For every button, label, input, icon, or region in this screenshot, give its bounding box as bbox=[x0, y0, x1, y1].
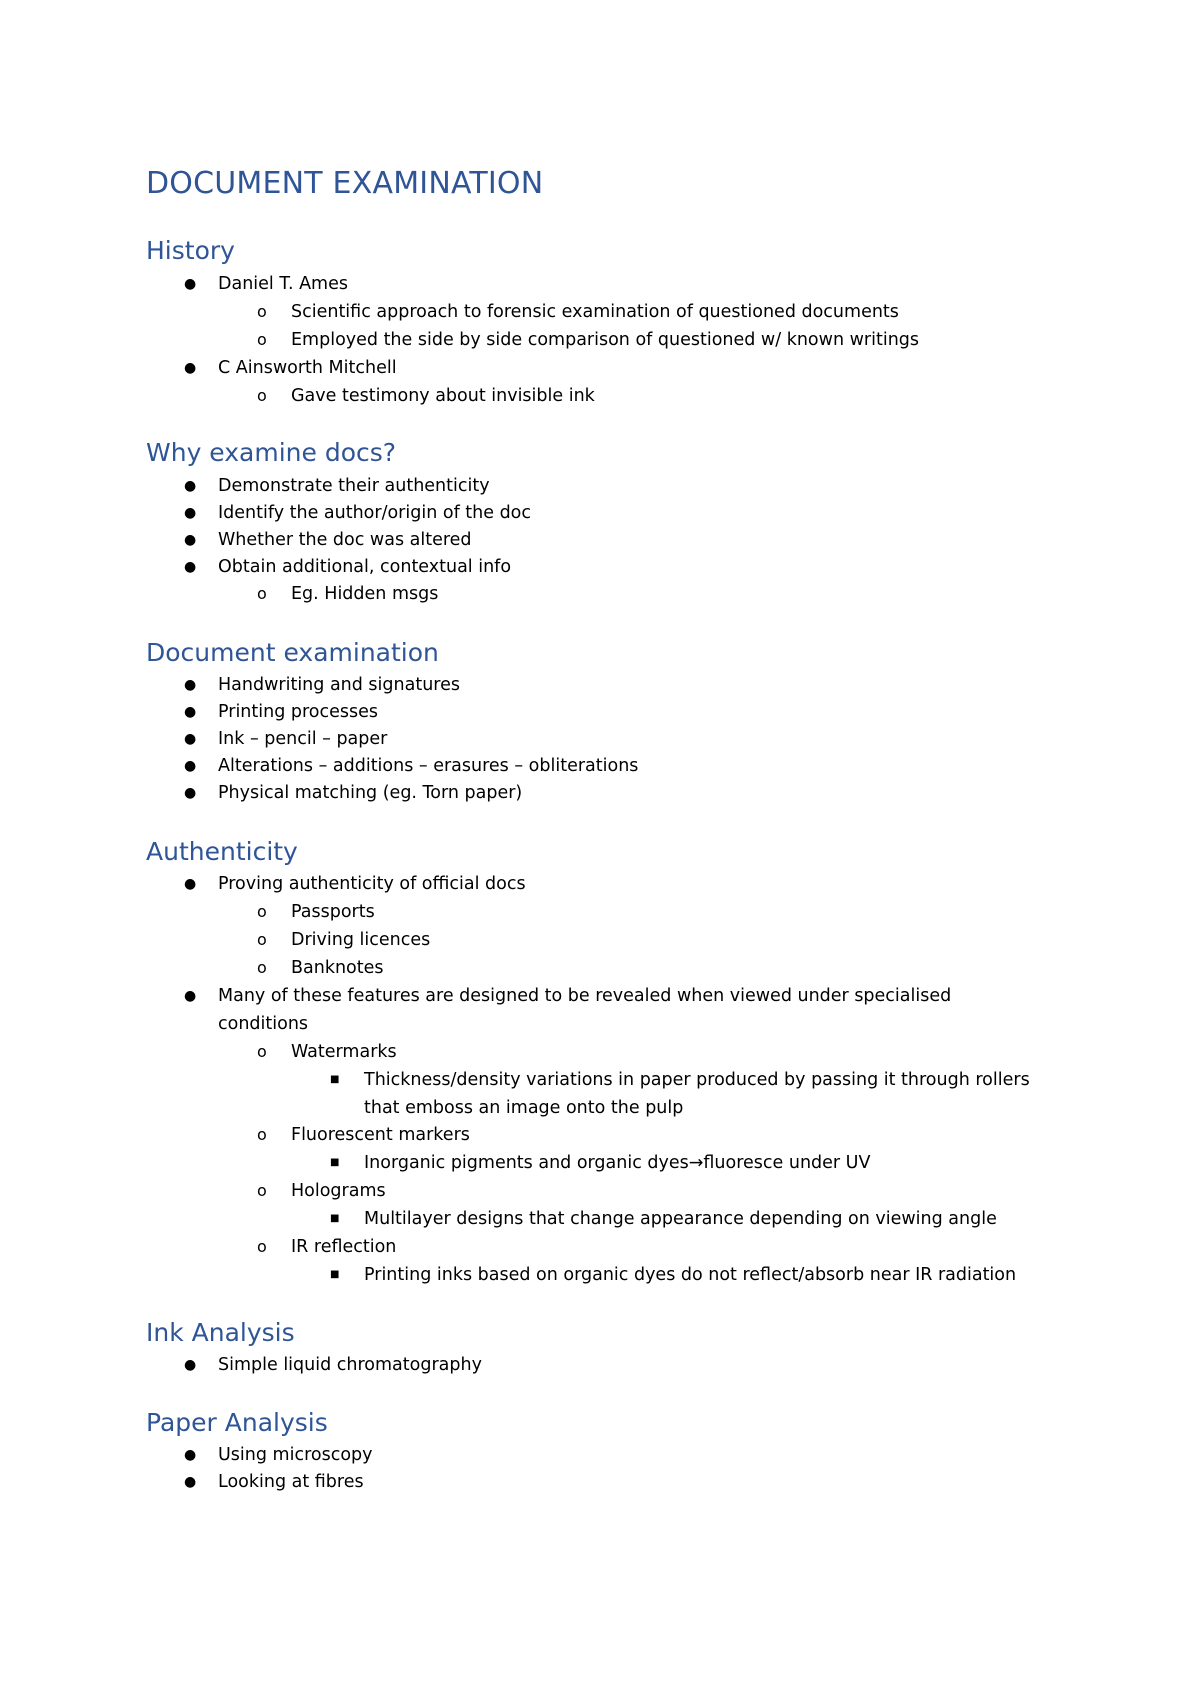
list-item: Ink – pencil – paper bbox=[218, 729, 388, 749]
list-item: Fluorescent markers bbox=[291, 1125, 470, 1145]
sub-bullet-marker: o bbox=[257, 584, 267, 603]
sub-sub-bullet-marker: ■ bbox=[330, 1269, 340, 1280]
list-item: Looking at fibres bbox=[218, 1472, 364, 1492]
sub-bullet-marker: o bbox=[257, 1042, 267, 1061]
bullet-marker: ● bbox=[184, 758, 197, 774]
sub-bullet-marker: o bbox=[257, 1125, 267, 1144]
bullet-marker: ● bbox=[184, 731, 197, 747]
list-item: Alterations – additions – erasures – obliterations bbox=[218, 756, 639, 776]
list-item: Daniel T. Ames bbox=[218, 274, 348, 294]
list-item: Proving authenticity of official docs bbox=[218, 874, 526, 894]
sub-bullet-marker: o bbox=[257, 330, 267, 349]
list-item: Passports bbox=[291, 902, 375, 922]
list-item: Multilayer designs that change appearance depending on viewing angle bbox=[364, 1209, 997, 1229]
list-item-continuation: conditions bbox=[218, 1014, 309, 1034]
list-item: Obtain additional, contextual info bbox=[218, 557, 512, 577]
sub-bullet-marker: o bbox=[257, 930, 267, 949]
bullet-marker: ● bbox=[184, 988, 197, 1004]
sub-sub-bullet-marker: ■ bbox=[330, 1074, 340, 1085]
list-item: Whether the doc was altered bbox=[218, 530, 472, 550]
list-item: Employed the side by side comparison of questioned w/ known writings bbox=[291, 330, 920, 350]
list-item: Thickness/density variations in paper produced by passing it through rollers bbox=[364, 1070, 1030, 1090]
sub-bullet-marker: o bbox=[257, 902, 267, 921]
list-item: Eg. Hidden msgs bbox=[291, 584, 439, 604]
bullet-marker: ● bbox=[184, 1357, 197, 1373]
bullet-marker: ● bbox=[184, 505, 197, 521]
bullet-marker: ● bbox=[184, 559, 197, 575]
section-heading-history: History bbox=[146, 236, 235, 265]
section-heading-why: Why examine docs? bbox=[146, 438, 397, 467]
list-item: Demonstrate their authenticity bbox=[218, 476, 490, 496]
list-item: IR reflection bbox=[291, 1237, 397, 1257]
sub-bullet-marker: o bbox=[257, 958, 267, 977]
list-item: Many of these features are designed to be revealed when viewed under specialised bbox=[218, 986, 952, 1006]
list-item: Printing processes bbox=[218, 702, 379, 722]
bullet-marker: ● bbox=[184, 478, 197, 494]
list-item: C Ainsworth Mitchell bbox=[218, 358, 397, 378]
bullet-marker: ● bbox=[184, 704, 197, 720]
list-item: Gave testimony about invisible ink bbox=[291, 386, 595, 406]
list-item: Using microscopy bbox=[218, 1445, 373, 1465]
sub-bullet-marker: o bbox=[257, 302, 267, 321]
list-item: Inorganic pigments and organic dyes→fluoresce under UV bbox=[364, 1153, 871, 1173]
sub-sub-bullet-marker: ■ bbox=[330, 1157, 340, 1168]
bullet-marker: ● bbox=[184, 360, 197, 376]
bullet-marker: ● bbox=[184, 677, 197, 693]
section-heading-paper-analysis: Paper Analysis bbox=[146, 1408, 328, 1437]
bullet-marker: ● bbox=[184, 876, 197, 892]
list-item-continuation: that emboss an image onto the pulp bbox=[364, 1098, 684, 1118]
sub-bullet-marker: o bbox=[257, 1181, 267, 1200]
list-item: Banknotes bbox=[291, 958, 384, 978]
sub-sub-bullet-marker: ■ bbox=[330, 1213, 340, 1224]
list-item: Simple liquid chromatography bbox=[218, 1355, 482, 1375]
list-item: Holograms bbox=[291, 1181, 386, 1201]
bullet-marker: ● bbox=[184, 532, 197, 548]
sub-bullet-marker: o bbox=[257, 1237, 267, 1256]
list-item: Driving licences bbox=[291, 930, 431, 950]
list-item: Identify the author/origin of the doc bbox=[218, 503, 532, 523]
bullet-marker: ● bbox=[184, 1447, 197, 1463]
section-heading-ink-analysis: Ink Analysis bbox=[146, 1318, 295, 1347]
list-item: Printing inks based on organic dyes do not reflect/absorb near IR radiation bbox=[364, 1265, 1017, 1285]
bullet-marker: ● bbox=[184, 1474, 197, 1490]
sub-bullet-marker: o bbox=[257, 386, 267, 405]
list-item: Scientific approach to forensic examination of questioned documents bbox=[291, 302, 899, 322]
bullet-marker: ● bbox=[184, 276, 197, 292]
list-item: Physical matching (eg. Torn paper) bbox=[218, 783, 523, 803]
page-title: DOCUMENT EXAMINATION bbox=[146, 166, 544, 201]
section-heading-document-examination: Document examination bbox=[146, 638, 439, 667]
list-item: Handwriting and signatures bbox=[218, 675, 460, 695]
list-item: Watermarks bbox=[291, 1042, 397, 1062]
section-heading-authenticity: Authenticity bbox=[146, 837, 298, 866]
bullet-marker: ● bbox=[184, 785, 197, 801]
